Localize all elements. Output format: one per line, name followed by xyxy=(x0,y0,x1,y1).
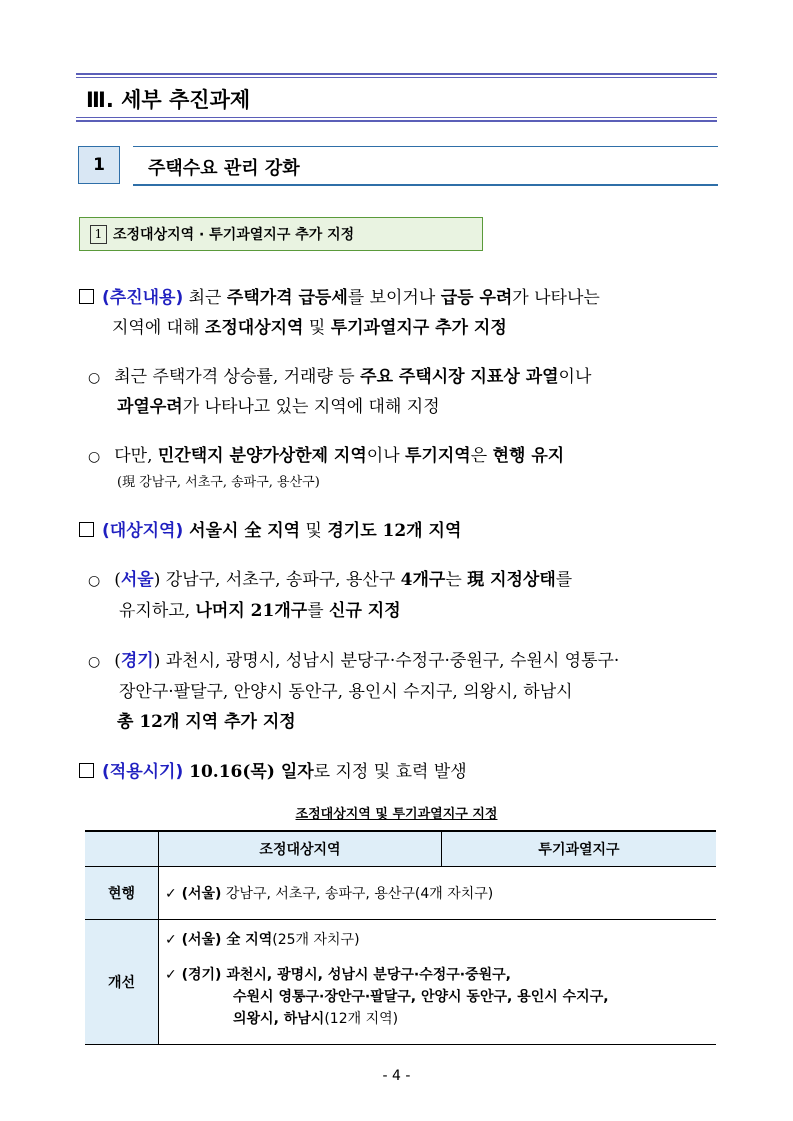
region-tag: ✓ (서울) xyxy=(165,886,222,902)
item-heading-box xyxy=(79,217,483,251)
row-head-improved: 개선 xyxy=(85,920,159,1045)
bullet-tag: (추진내용) xyxy=(102,288,184,308)
sub-bullet-3-line1 xyxy=(88,565,572,590)
sub-bullet-2-note: (現 강남구, 서초구, 송파구, 용산구) xyxy=(117,475,320,490)
emphasis: 과열우려 xyxy=(117,397,183,417)
table-title: 조정대상지역 및 투기과열지구 지정 xyxy=(295,807,498,822)
subsection-number: 1 xyxy=(78,146,120,184)
emphasis: 경기도 12개 지역 xyxy=(327,521,462,541)
cell-text: 강남구, 서초구, 송파구, 용산구(4개 자치구) xyxy=(221,886,494,902)
emphasis: 10.16(목) 일자 xyxy=(183,762,314,782)
emphasis: 全 지역 xyxy=(221,932,273,948)
circle-bullet-icon: ○ xyxy=(88,654,101,670)
text: 이나 xyxy=(366,446,406,466)
bullet-tag: (대상지역) xyxy=(102,521,184,541)
square-bullet-icon xyxy=(79,522,94,537)
text: 로 지정 및 효력 발생 xyxy=(313,762,467,782)
circle-bullet-icon: ○ xyxy=(88,449,101,465)
bullet-target-area xyxy=(79,516,461,541)
text: 가 나타나는 xyxy=(512,288,600,308)
text: ( xyxy=(114,651,121,671)
sub-bullet-4-line3: 총 12개 지역 추가 지정 xyxy=(117,712,296,732)
emphasis: 주요 주택시장 지표상 과열 xyxy=(360,367,559,387)
cell-text: (25개 자치구) xyxy=(272,932,360,948)
sub-bullet-4-line2: 장안구·팔달구, 안양시 동안구, 용인시 수지구, 의왕시, 하남시 xyxy=(119,682,573,702)
page-number: - 4 - xyxy=(382,1068,411,1084)
section-bottom-rule-thin xyxy=(76,117,717,118)
text: 지역에 대해 xyxy=(112,318,205,338)
subsection-top-rule xyxy=(133,146,718,147)
emphasis: 급등 우려 xyxy=(440,288,513,308)
text: 를 보이거나 xyxy=(347,288,441,308)
text: ( xyxy=(114,570,121,590)
square-bullet-icon xyxy=(79,763,94,778)
subsection-title: 주택수요 관리 강화 xyxy=(148,158,300,179)
emphasis: 신규 지정 xyxy=(329,601,401,621)
text: 최근 주택가격 상승률, 거래량 등 xyxy=(114,367,361,387)
text: 유지하고, xyxy=(119,601,196,621)
item-title: 조정대상지역 · 투기과열지구 추가 지정 xyxy=(113,227,355,243)
sub-bullet-4-line1 xyxy=(88,646,619,671)
improved-gyeonggi-line2: 수원시 영통구·장안구·팔달구, 안양시 동안구, 용인시 수지구, xyxy=(233,989,609,1005)
text: 및 xyxy=(303,318,331,338)
text: ) 강남구, 서초구, 송파구, 용산구 xyxy=(153,570,401,590)
emphasis: 현행 유지 xyxy=(492,446,565,466)
table-row-improved xyxy=(159,920,717,1045)
improved-gyeonggi-line1 xyxy=(165,964,716,986)
text: ) 과천시, 광명시, 성남시 분당구·수정구·중원구, 수원시 영통구· xyxy=(153,651,620,671)
section-bottom-rule xyxy=(76,120,717,122)
text: 최근 xyxy=(183,288,227,308)
text: 은 xyxy=(470,446,493,466)
emphasis: 주택가격 급등세 xyxy=(226,288,348,308)
emphasis: 민간택지 분양가상한제 지역 xyxy=(157,446,367,466)
emphasis: 4개구 xyxy=(400,570,446,590)
designation-table xyxy=(85,830,716,1045)
bullet-timing xyxy=(79,757,467,782)
subsection-bottom-rule xyxy=(133,184,718,186)
table-header-empty xyxy=(85,831,159,867)
sub-bullet-1-line1 xyxy=(88,362,591,387)
emphasis: 서울시 全 지역 xyxy=(183,521,301,541)
region-tag: ✓ (서울) xyxy=(165,932,222,948)
text: 가 나타나고 있는 지역에 대해 지정 xyxy=(182,397,440,417)
text: 를 xyxy=(307,601,330,621)
improved-seoul xyxy=(165,929,716,951)
section-top-rule-thin xyxy=(76,77,717,78)
sub-bullet-1-line2 xyxy=(117,392,440,417)
region-tag: ✓ (경기) xyxy=(165,967,222,983)
text: 이나 xyxy=(558,367,592,387)
bullet-content-line1 xyxy=(79,283,600,308)
item-number: 1 xyxy=(90,225,107,244)
emphasis: 투기지역 xyxy=(405,446,471,466)
sub-bullet-2-line1 xyxy=(88,441,564,466)
text: 다만, xyxy=(114,446,158,466)
table-header-col2: 투기과열지구 xyxy=(442,831,717,867)
text: 를 xyxy=(555,570,573,590)
emphasis: 나머지 21개구 xyxy=(195,601,308,621)
bullet-content-line2 xyxy=(112,313,507,338)
text: 는 xyxy=(445,570,468,590)
row-head-current: 현행 xyxy=(85,867,159,920)
emphasis: 조정대상지역 xyxy=(204,318,304,338)
table-row-current xyxy=(159,867,717,920)
improved-gyeonggi-line3 xyxy=(165,1008,716,1030)
region-tag: 서울 xyxy=(120,570,154,590)
table-header-col1: 조정대상지역 xyxy=(159,831,442,867)
emphasis: 現 지정상태 xyxy=(467,570,556,590)
sub-bullet-3-line2 xyxy=(119,596,401,621)
region-tag: 경기 xyxy=(120,651,154,671)
circle-bullet-icon: ○ xyxy=(88,573,101,589)
emphasis: 과천시, 광명시, 성남시 분당구·수정구·중원구, xyxy=(221,967,511,983)
circle-bullet-icon: ○ xyxy=(88,370,101,386)
section-top-rule xyxy=(76,73,717,75)
emphasis: 투기과열지구 추가 지정 xyxy=(330,318,507,338)
text: 및 xyxy=(300,521,328,541)
square-bullet-icon xyxy=(79,289,94,304)
section-title: Ⅲ. 세부 추진과제 xyxy=(86,88,251,112)
emphasis: 의왕시, 하남시 xyxy=(233,1011,325,1027)
cell-text: (12개 지역) xyxy=(324,1011,399,1027)
bullet-tag: (적용시기) xyxy=(102,762,184,782)
